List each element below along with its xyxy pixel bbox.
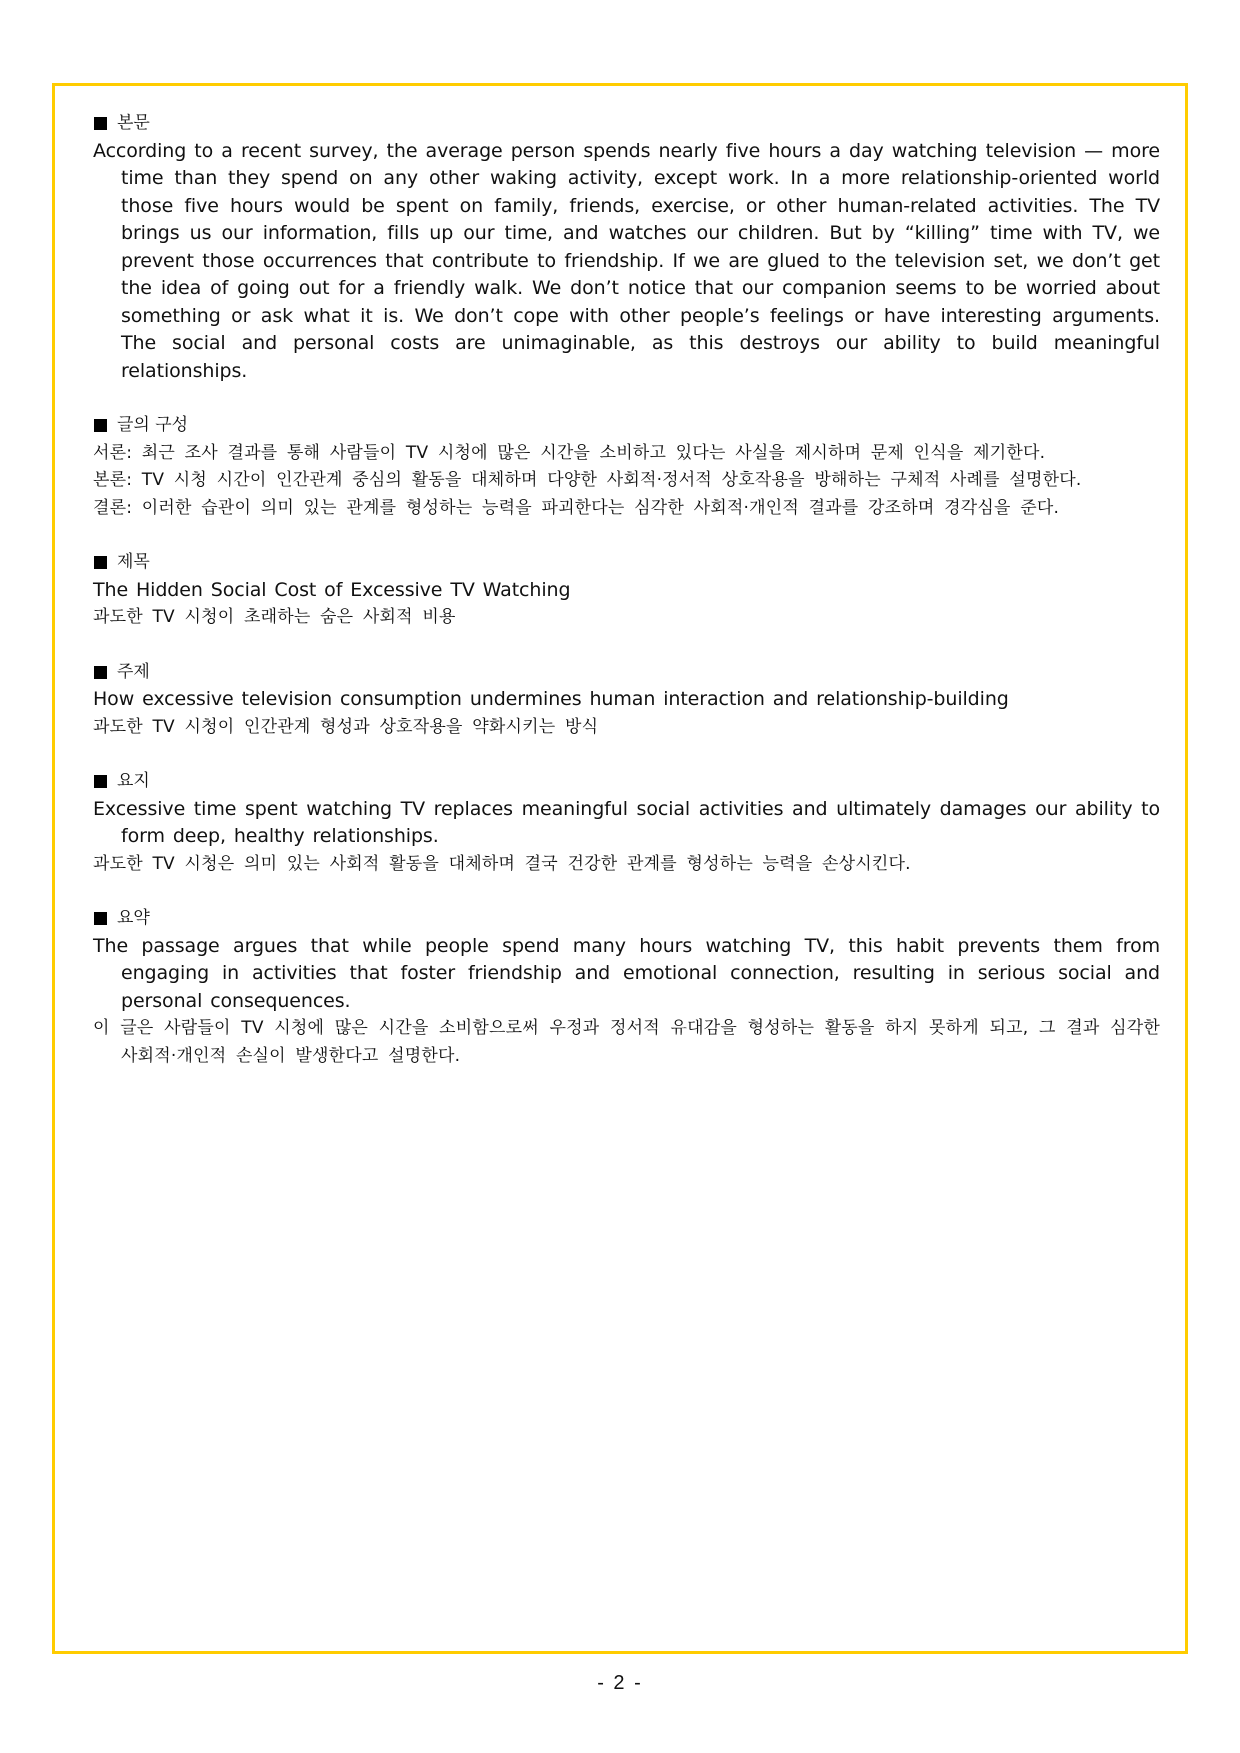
topic-english: How excessive television consumption undermines human interaction and relationship-building [93,688,1009,710]
title-english: The Hidden Social Cost of Excessive TV Watching [93,578,571,601]
section-topic [93,659,1160,742]
square-bullet-icon [94,775,107,788]
square-bullet-icon [94,912,107,925]
topic-korean: 과도한 TV 시청이 인간관계 형성과 상호작용을 약화시키는 방식 [93,716,599,737]
title-korean: 과도한 TV 시청이 초래하는 숨은 사회적 비용 [93,607,456,627]
section-header-label: 요약 [117,908,150,928]
section-header-label: 본문 [117,113,150,133]
square-bullet-icon [94,419,107,432]
section-header [93,110,1160,138]
summary-korean: 이 글은 사람들이 TV 시청에 많은 시간을 소비함으로써 우정과 정서적 유대감을 형성하는 활동을 하지 못하게 되고, 그 결과 심각한 사회적·개인적 손실이 발생한다고 설명한다. [93,1018,1160,1066]
section-header-label: 제목 [117,552,150,572]
square-bullet-icon [94,666,107,679]
square-bullet-icon [94,117,107,130]
section-header [93,549,1160,577]
structure-conclusion: 결론: 이러한 습관이 의미 있는 관계를 형성하는 능력을 파괴한다는 심각한 사회적·개인적 결과를 강조하며 경각심을 준다. [93,497,1060,518]
section-header-label: 주제 [117,661,150,682]
section-title [93,549,1160,632]
gist-korean: 과도한 TV 시청은 의미 있는 사회적 활동을 대체하며 결국 건강한 관계를 형성하는 능력을 손상시킨다. [93,853,911,874]
section-structure [93,412,1160,522]
section-header [93,412,1160,440]
section-header [93,659,1160,687]
passage-text: According to a recent survey, the average person spends nearly five hours a day watching television — more time than they spend on any other waking activity, except work. In a more relationship-oriented world those five hours would be spent on family, friends, exercise, or other human-related activities. The TV brings us our information, fills up our time, and watches our children. But by “killing” time with TV, we prevent those occurrences that contribute to friendship. If we are glued to the television set, we don’t get the idea of going out for a friendly walk. We don’t notice that our companion seems to be worried about something or ask what it is. We don’t cope with other people’s feelings or have interesting arguments. The social and personal costs are unimaginable, as this destroys our ability to build meaningful relationships. [93,139,1160,382]
section-header-label: 글의 구성 [117,415,189,435]
summary-english: The passage argues that while people spend many hours watching TV, this habit prevents them from engaging in activities that foster friendship and emotional connection, resulting in serious social and personal consequences. [93,934,1160,1012]
section-header [93,768,1160,796]
section-summary [93,905,1160,1070]
page-number: - 2 - [597,1672,643,1694]
structure-body: 본론: TV 시청 시간이 인간관계 중심의 활동을 대체하며 다양한 사회적·정서적 상호작용을 방해하는 구체적 사례를 설명한다. [93,470,1082,490]
section-header-label: 요지 [117,771,150,791]
document-content [93,110,1160,1097]
section-gist [93,768,1160,878]
structure-intro: 서론: 최근 조사 결과를 통해 사람들이 TV 시청에 많은 시간을 소비하고 있다는 사실을 제시하며 문제 인식을 제기한다. [93,442,1046,463]
gist-english: Excessive time spent watching TV replaces meaningful social activities and ultimately damages our ability to form deep, healthy relationships. [93,797,1160,847]
section-header [93,905,1160,933]
square-bullet-icon [94,556,107,569]
section-body [93,110,1160,385]
